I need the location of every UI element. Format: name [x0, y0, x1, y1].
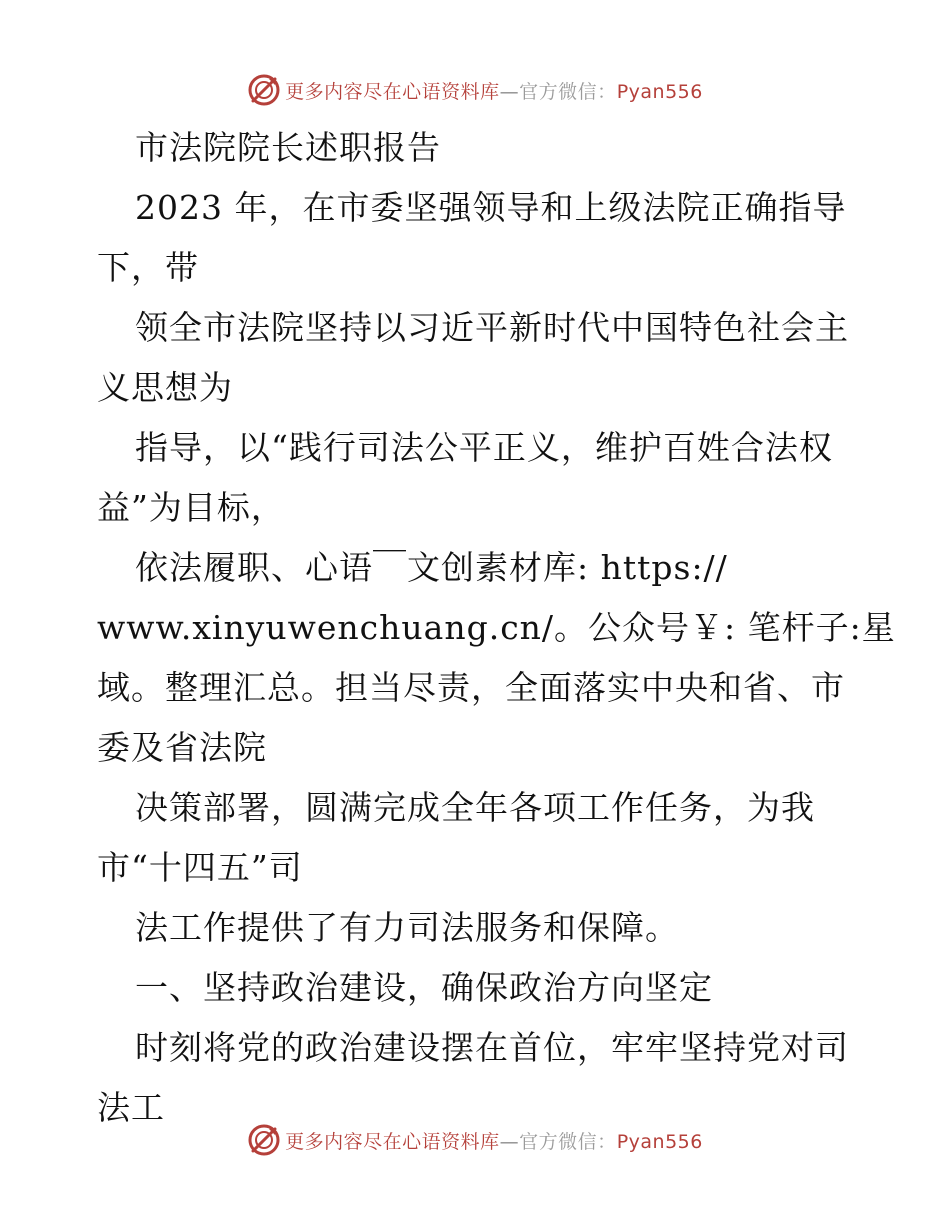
banner-main-text: 更多内容尽在心语资料库 [285, 1130, 500, 1153]
banner-dash: — [499, 80, 520, 103]
paragraph-line: 领全市法院坚持以习近平新时代中国特色社会主 [135, 308, 849, 347]
paragraph-line: 决策部署，圆满完成全年各项工作任务，为我 [135, 788, 815, 827]
paragraph-line: 域。整理汇总。担当尽责，全面落实中央和省、市 [97, 668, 845, 707]
banner-wechat-label: 官方微信： [519, 1130, 617, 1153]
paragraph-line: 指导，以“践行司法公平正义，维护百姓合法权 [135, 428, 833, 467]
paragraph-line: 依法履职、心语￣文创素材库: https:// [135, 548, 728, 587]
section-heading: 一、坚持政治建设，确保政治方向坚定 [135, 968, 713, 1007]
paragraph-line: 市“十四五”司 [97, 848, 303, 887]
paragraph-line: www.xinyuwenchuang.cn/。公众号￥: 笔杆子:星 [97, 608, 896, 647]
paragraph-line: 委及省法院 [97, 728, 267, 767]
paragraph-line: 时刻将党的政治建设摆在首位，牢牢坚持党对司 [135, 1028, 849, 1067]
document-title: 市法院院长述职报告 [135, 128, 441, 167]
paragraph-line: 法工作提供了有力司法服务和保障。 [135, 908, 679, 947]
document-body [97, 118, 896, 1138]
quill-in-circle-icon [247, 73, 281, 107]
paragraph-line: 2023 年，在市委坚强领导和上级法院正确指导 [135, 188, 847, 227]
banner-main-text: 更多内容尽在心语资料库 [285, 80, 500, 103]
footer-banner [0, 1120, 950, 1160]
banner-wechat-label: 官方微信： [519, 80, 617, 103]
banner-wechat-id: Pyan556 [616, 1130, 703, 1153]
quill-in-circle-icon [247, 1123, 281, 1157]
header-banner [0, 70, 950, 110]
paragraph-line: 义思想为 [97, 368, 233, 407]
paragraph-line: 法工 [97, 1088, 165, 1127]
paragraph-line: 下，带 [97, 248, 199, 287]
banner-wechat-id: Pyan556 [616, 80, 703, 103]
banner-dash: — [499, 1130, 520, 1153]
paragraph-line: 益”为目标， [97, 488, 285, 527]
